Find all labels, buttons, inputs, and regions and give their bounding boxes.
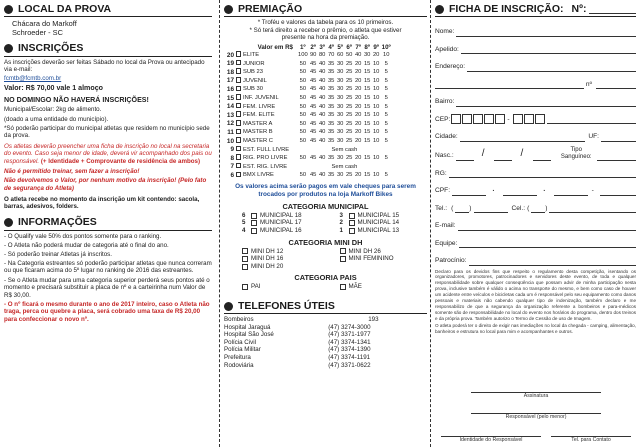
equipe-field[interactable]: Equipe: xyxy=(435,231,636,249)
declaracao-text: Declaro para os devidos fins que respeito o regulamento desta competição, isentando os organizadores, promotores, patrocinadores e servidores deste evento, de toda e qualquer responsabilidade sobre qualquer conseqüência que possam advir de minha participação nesta prova, inclusive também é válido o acima no transporte do mesmo, e bem como caso de houver um acidente entre veículos e bicicletas cada um é responsável pelo seu equipamento como danos pessoais e materiais não cabendo qualquer tipo de indenização, também declaro e me responsabilizo de que a segurança da organização referente a bombeiros e para-médicos somente são de responsabilidade no local do evento nos horários do programa, dentro dos treinos e da própria prova. Também autorizo o Termo de Cessão de uso de Imagem. xyxy=(435,268,636,322)
phone-row: Rodoviária (47) 3371-0622 xyxy=(224,361,371,369)
atletas-text: Os atletas deverão preencher uma ficha de inscrição no local na secretaria do evento. Caso seja menor de idade, deverá vir acompanhado dos pais ou responsável. xyxy=(4,142,212,165)
checkbox[interactable] xyxy=(340,256,346,262)
prize-row: 19 JUNIOR 50 45 40 35 30 25 20 15 10 5 xyxy=(226,60,388,68)
municipal-option[interactable]: 1 MUNICIPAL 13 xyxy=(339,227,400,235)
prize-row: 14 FEM. LIVRE 50 45 40 35 30 25 20 15 10 5 xyxy=(226,103,388,111)
email-field[interactable]: E-mail: xyxy=(435,213,636,231)
phone-row: Polícia Militar (47) 3374-1390 xyxy=(224,346,371,354)
checkbox[interactable] xyxy=(235,111,242,120)
prize-row: 15 INF. JUVENIL 50 45 40 35 30 25 20 15 10 5 xyxy=(226,94,388,102)
prize-row: 11 MASTER B 50 45 40 35 30 25 20 15 10 5 xyxy=(227,128,388,136)
obs-text: *Só poderão participar do municipal atletas que residem no município sede da prova. xyxy=(4,124,210,140)
bullet-icon xyxy=(224,5,233,14)
checkbox[interactable] xyxy=(251,213,257,219)
prize-row: 13 FEM. ELITE 50 45 40 35 30 25 20 15 10 5 xyxy=(226,111,388,119)
info-item: - Na Categoria estreantes só poderão participar atletas que nunca correram ou que ficaram acima do 5º lugar no ranking de 2016 das estreantes. xyxy=(4,259,212,275)
numero-field[interactable] xyxy=(589,5,636,14)
checkbox[interactable] xyxy=(340,284,346,290)
nao-permitido-text: Não é permitido treinar, sem fazer a inscrição! xyxy=(4,168,140,176)
patrocinio-field[interactable]: Patrocínio: xyxy=(435,248,636,266)
checkbox[interactable] xyxy=(235,103,242,112)
checkbox[interactable] xyxy=(235,68,242,77)
info-item: - O Qualify vale 50% dos pontos somente para o ranking. xyxy=(4,232,162,240)
checkbox[interactable] xyxy=(235,163,242,172)
checkbox[interactable] xyxy=(235,60,242,69)
domingo-warning: NO DOMINGO NÃO HAVERÁ INSCRIÇÕES! xyxy=(4,95,149,104)
pais-grid xyxy=(224,283,427,291)
checkbox[interactable] xyxy=(251,220,257,226)
categoria-pais-heading: CATEGORIA PAIS xyxy=(294,273,357,283)
categoria-minidh-heading: CATEGORIA MINI DH xyxy=(288,237,363,247)
informacoes-heading: INFORMAÇÕES xyxy=(4,216,212,231)
info-item: - O Atleta não poderá mudar de categoria até o final do ano. xyxy=(4,241,169,249)
prize-table xyxy=(224,44,392,180)
responsavel-label: Responsável (pelo menor) xyxy=(505,414,567,420)
bullet-icon xyxy=(4,5,13,14)
rg-field[interactable]: RG: xyxy=(435,161,636,179)
phones-table xyxy=(224,316,427,369)
minidh-option[interactable]: MINI DH 12 xyxy=(242,248,330,256)
municipal-option[interactable]: 2 MUNICIPAL 14 xyxy=(339,219,400,227)
checkbox[interactable] xyxy=(235,86,242,95)
prize-header-row: Valor em R$ 1º 2º 3º 4º 5º 6º 7º 8º 9º 10º xyxy=(257,43,391,51)
phone-row: Hospital Jaraguá (47) 3274-3000 xyxy=(224,323,371,331)
inscricoes-heading: INSCRIÇÕES xyxy=(4,42,212,57)
tel-field[interactable]: Tel.: ( ) Cel.: ( ) xyxy=(435,196,636,214)
inscricoes-text: As inscrições deverão ser feitas Sábado no local da Prova ou antecipado via e-mail: xyxy=(4,58,205,74)
checkbox[interactable] xyxy=(349,228,355,234)
bairro-field[interactable]: Bairro: xyxy=(435,89,636,107)
prize-row: 7 EST. RIG. LIVRE Sem cash xyxy=(230,163,358,171)
vale-text: Os valores acima serão pagos em vale cheques para serem trocados por produtos na loja Markoff Bikes xyxy=(235,183,416,198)
endereco-field[interactable]: Endereço: xyxy=(435,54,636,72)
prize-row: 9 EST. FULL LIVRE Sem cash xyxy=(230,146,358,154)
prize-row: 20 ELITE 100 90 80 70 60 50 40 30 20 10 xyxy=(226,51,390,59)
phone-row: Polícia Civil (47) 3374-1341 xyxy=(224,338,371,346)
checkbox[interactable] xyxy=(242,284,248,290)
categoria-municipal-heading: CATEGORIA MUNICIPAL xyxy=(282,201,369,211)
atleta-direitos-text: O atleta poderá ter o direito de exigir nas imediações no local da chegada - camping, alimentação, banheiros e estrutura no local para mim e acompanhantes e outros. xyxy=(435,323,636,335)
prize-row: 12 MASTER A 50 45 40 35 30 25 20 15 10 5 xyxy=(226,120,388,128)
bullet-icon xyxy=(4,218,13,227)
local-heading: LOCAL DA PROVA xyxy=(4,2,212,17)
minidh-option[interactable]: MINI FEMININO xyxy=(340,255,428,263)
checkbox[interactable] xyxy=(242,264,248,270)
checkbox[interactable] xyxy=(235,146,242,155)
left-column xyxy=(0,0,218,447)
kit-text: O atleta recebe no momento da inscrição um kit contendo: sacola, barras, adesivos, folders. xyxy=(4,195,200,211)
right-column xyxy=(431,0,640,447)
municipal-option[interactable]: 6 MUNICIPAL 18 xyxy=(242,211,302,219)
identidade-label: Identidade do Responsável xyxy=(459,437,523,443)
checkbox[interactable] xyxy=(340,248,346,254)
valor-text: Valor: R$ 70,00 vale 1 almoço xyxy=(4,84,103,93)
info-item: - Se o Atleta mudar para uma categoria superior perderá seus pontos até o momento e precisará substituir a placa de nº e a carteirinha num Valor de R$ 30,00. xyxy=(4,276,210,299)
prize-row: 10 MASTER C 50 45 40 35 30 25 20 15 10 5 xyxy=(226,137,388,145)
assinatura-label: Assinatura xyxy=(523,393,549,399)
prize-row: 8 RIG. PRO LIVRE 50 45 40 35 30 25 20 15 10 5 xyxy=(230,154,388,162)
checkbox[interactable] xyxy=(235,77,242,86)
checkbox[interactable] xyxy=(235,120,242,129)
municipal-text: Municipal/Escolar: 2kg de alimento. xyxy=(4,106,102,114)
prize-row: 18 SUB 23 50 45 40 35 30 25 20 15 10 5 xyxy=(226,68,388,76)
cpf-field[interactable]: CPF: . . - xyxy=(435,178,636,196)
middle-column xyxy=(220,0,429,447)
nasc-field[interactable]: Nasc.: / / Tipo Sanguíneo: xyxy=(435,142,636,161)
checkbox[interactable] xyxy=(242,256,248,262)
info-item-numero: - O nº ficará o mesmo durante o ano de 2017 inteiro, caso o Atleta não traga, perca ou quebre a placa, será cobrado uma taxa de R$ 20,00 para confeccionar o novo nº. xyxy=(4,300,210,323)
tel-contato-label: Tel. para Contato xyxy=(571,437,611,443)
checkbox[interactable] xyxy=(235,154,242,163)
phone-row: Hospital São José (47) 3371-1977 xyxy=(224,331,371,339)
checkbox[interactable] xyxy=(235,137,242,146)
checkbox[interactable] xyxy=(235,94,242,103)
phone-row: Prefeitura (47) 3374-1191 xyxy=(224,354,371,362)
municipal-grid xyxy=(224,212,427,235)
cidade-field[interactable]: Cidade: UF: xyxy=(435,124,636,142)
premiacao-note: * Só terá direito a receber o prêmio, o atleta que estiver presente na hora da premiação. xyxy=(249,26,402,42)
bullet-icon xyxy=(435,5,444,14)
premiacao-note: * Troféu e valores da tabela para os 10 primeiros. xyxy=(257,19,394,26)
local-address xyxy=(4,19,212,38)
minidh-grid xyxy=(224,248,427,271)
atletas-docs: (+ Identidade + Comprovante de residência de ambos) xyxy=(40,157,201,165)
minidh-option[interactable]: MINI DH 16 xyxy=(242,255,330,263)
municipal-option[interactable]: 4 MUNICIPAL 16 xyxy=(242,227,302,235)
email-link[interactable]: fcmtb@fcmtb.com.br xyxy=(4,75,62,83)
prize-row: 6 BMX LIVRE 50 45 40 35 30 25 20 15 10 5 xyxy=(230,171,388,179)
municipal-option[interactable]: 3 MUNICIPAL 15 xyxy=(339,211,400,219)
premiacao-heading: PREMIAÇÃO xyxy=(224,2,427,17)
checkbox[interactable] xyxy=(251,228,257,234)
bullet-icon xyxy=(224,302,233,311)
prize-row: 17 JUVENIL 50 45 40 35 30 25 20 15 10 5 xyxy=(226,77,388,85)
bullet-icon xyxy=(4,44,13,53)
checkbox[interactable] xyxy=(242,248,248,254)
doado-text: (doado a uma entidade do município). xyxy=(4,115,109,123)
minidh-option[interactable]: MINI DH 20 xyxy=(242,263,330,271)
apelido-field[interactable]: Apelido: xyxy=(435,37,636,55)
numero-endereco-field[interactable]: nº xyxy=(435,72,636,90)
checkbox[interactable] xyxy=(349,213,355,219)
minidh-option[interactable]: MINI DH 26 xyxy=(340,248,428,256)
local-place: Chácara do Markoff xyxy=(12,19,77,28)
checkbox[interactable] xyxy=(235,129,242,138)
checkbox[interactable] xyxy=(235,172,242,181)
municipal-option[interactable]: 5 MUNICIPAL 17 xyxy=(242,219,302,227)
ficha-heading: FICHA DE INSCRIÇÃO: Nº: xyxy=(435,2,636,17)
nao-devolvemos-text: Não devolvemos o Valor, por nenhum motivo da inscrição! (Pelo fato de segurança do Atleta) xyxy=(4,177,207,193)
phone-row: Bombeiros 193 xyxy=(224,316,379,324)
info-item: - Só poderão treinar Atletas já inscritos. xyxy=(4,250,112,258)
cep-field[interactable]: CEP: - xyxy=(435,107,636,125)
pais-option[interactable]: PAI xyxy=(242,283,330,291)
prize-row: 16 SUB 30 50 45 40 35 30 25 20 15 10 5 xyxy=(226,86,388,94)
local-city: Schroeder - SC xyxy=(12,28,63,38)
telefones-heading: TELEFONES ÚTEIS xyxy=(224,299,427,314)
nome-field[interactable]: Nome: xyxy=(435,19,636,37)
pais-option[interactable]: MÃE xyxy=(340,283,428,291)
checkbox[interactable] xyxy=(349,220,355,226)
checkbox[interactable] xyxy=(235,51,242,60)
